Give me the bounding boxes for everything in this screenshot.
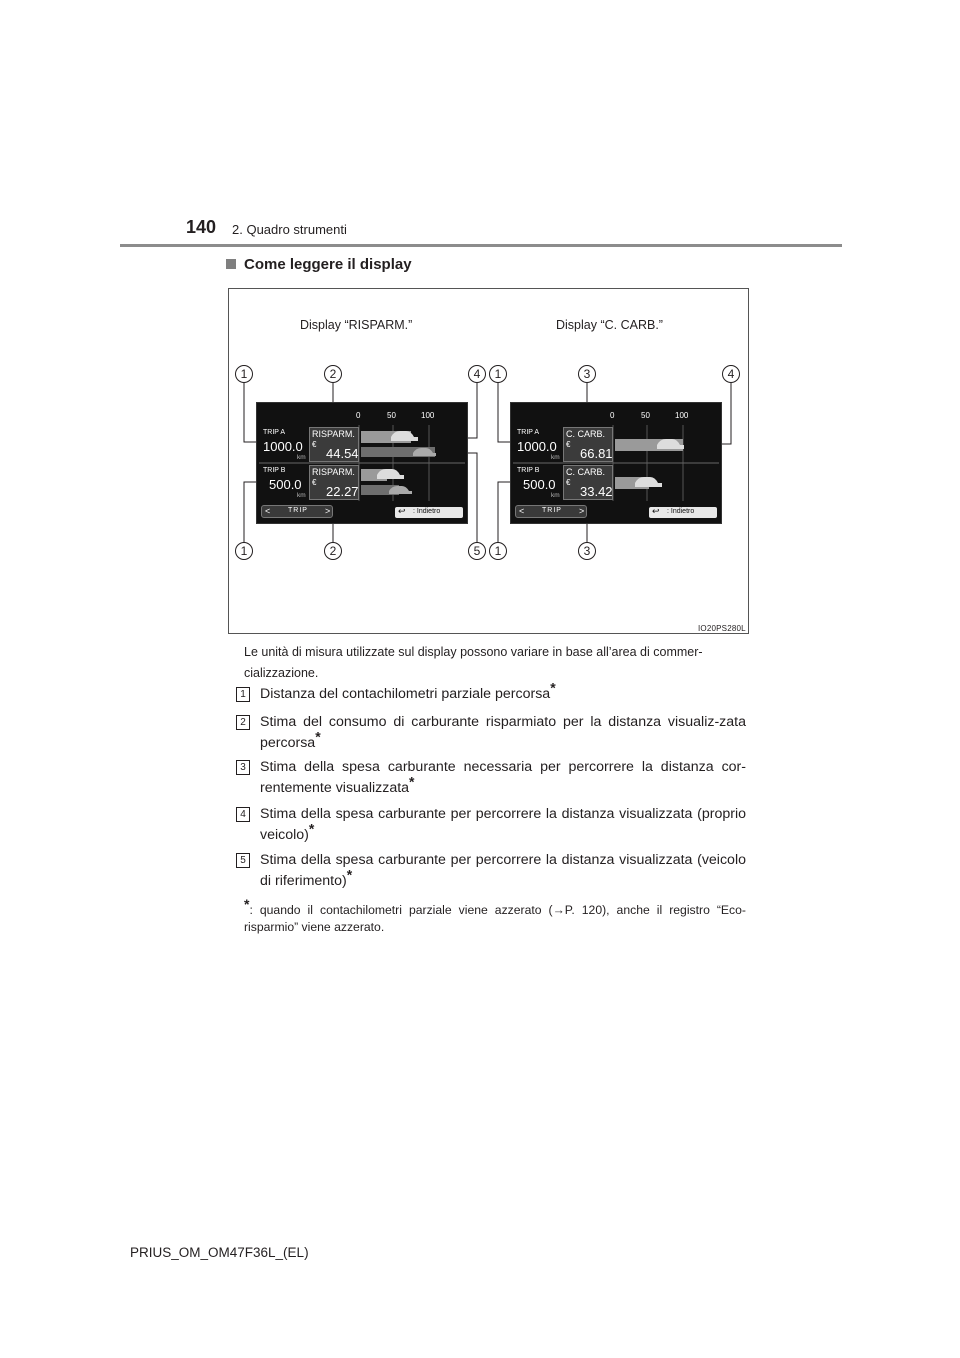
back-label: : Indietro — [667, 508, 695, 515]
chevron-right-icon: > — [325, 506, 331, 516]
item-text: Stima della spesa carburante necessaria per percorrere la distanza cor-rentemente visualizzata — [260, 759, 746, 796]
tile-name: C. CARB. — [566, 467, 606, 477]
fuel-tile-trip-a — [563, 427, 613, 462]
trip-a-odometer: 1000.0 — [517, 439, 557, 454]
return-arrow-icon: ↩ — [398, 506, 406, 516]
caption-c-carb: Display “C. CARB.” — [556, 318, 663, 332]
item-number-badge: 1 — [236, 687, 250, 702]
asterisk-mark: * — [315, 728, 321, 745]
display-screen-c-carb — [510, 402, 722, 524]
callout-1: 1 — [235, 542, 253, 560]
list-item — [236, 679, 746, 705]
back-button[interactable] — [649, 507, 717, 518]
item-text: Stima della spesa carburante per percorrere la distanza visualizzata (proprio veicolo) — [260, 806, 746, 843]
scale-label: 100 — [421, 411, 435, 420]
trip-nav-label: TRIP — [542, 507, 562, 514]
item-number-badge: 3 — [236, 760, 250, 775]
item-number-badge: 4 — [236, 807, 250, 822]
footnote-text: : quando il contachilometri parziale viene azzerato (→P. 120), anche il registro “Eco-risparmio” viene azzerato. — [244, 903, 746, 934]
item-text: Stima del consumo di carburante risparmiato per la distanza visualiz-zata percorsa — [260, 714, 746, 751]
chevron-right-icon: > — [579, 506, 585, 516]
trip-a-label: TRIP A — [517, 429, 540, 436]
currency-symbol: € — [566, 478, 571, 487]
item-text: Stima della spesa carburante per percorrere la distanza visualizzata (veicolo di riferimento) — [260, 852, 746, 889]
page-number: 140 — [186, 217, 217, 237]
list-item — [236, 757, 746, 799]
caption-risparm: Display “RISPARM.” — [300, 318, 413, 332]
callout-1: 1 — [489, 542, 507, 560]
fuel-tile-trip-b — [563, 465, 613, 500]
scale-label: 100 — [675, 411, 689, 420]
scale-label: 50 — [387, 411, 396, 420]
trip-nav-button[interactable] — [515, 505, 587, 518]
tile-name: RISPARM. — [312, 467, 355, 477]
trip-b-unit: km — [297, 492, 306, 499]
callout-2: 2 — [324, 365, 342, 383]
tile-value: 22.27 — [326, 484, 359, 499]
trip-a-unit: km — [297, 454, 306, 461]
section-title-text: Come leggere il display — [244, 256, 412, 273]
trip-b-odometer: 500.0 — [269, 477, 302, 492]
trip-b-label: TRIP B — [517, 467, 540, 474]
back-button[interactable] — [395, 507, 463, 518]
currency-symbol: € — [312, 440, 317, 449]
trip-b-unit: km — [551, 492, 560, 499]
callout-4: 4 — [722, 365, 740, 383]
callout-1: 1 — [235, 365, 253, 383]
scale-label: 0 — [610, 411, 615, 420]
tile-value: 33.42 — [580, 484, 613, 499]
display-screen-risparm — [256, 402, 468, 524]
document-code: PRIUS_OM_OM47F36L_(EL) — [130, 1245, 309, 1260]
list-item — [236, 712, 746, 754]
callout-4: 4 — [468, 365, 486, 383]
section-title — [226, 256, 412, 273]
asterisk-mark: * — [346, 866, 353, 883]
callout-3: 3 — [578, 365, 596, 383]
trip-a-odometer: 1000.0 — [263, 439, 303, 454]
list-item — [236, 804, 746, 846]
eco-tile-trip-a — [309, 427, 359, 462]
scale-label: 0 — [356, 411, 361, 420]
asterisk-mark: * — [409, 773, 415, 790]
back-label: : Indietro — [413, 508, 441, 515]
footnote-mark: * — [244, 895, 250, 912]
asterisk-mark: * — [308, 820, 315, 837]
trip-b-odometer: 500.0 — [523, 477, 556, 492]
item-number-badge: 2 — [236, 715, 250, 730]
list-item — [236, 850, 746, 892]
trip-a-unit: km — [551, 454, 560, 461]
callout-2: 2 — [324, 542, 342, 560]
footnote — [244, 895, 746, 936]
currency-symbol: € — [312, 478, 317, 487]
trip-nav-button[interactable] — [261, 505, 333, 518]
trip-b-label: TRIP B — [263, 467, 286, 474]
tile-name: RISPARM. — [312, 429, 355, 439]
trip-nav-label: TRIP — [288, 507, 308, 514]
chevron-left-icon: < — [519, 506, 525, 516]
figure-id: IO20PS280L — [698, 624, 746, 633]
chevron-left-icon: < — [265, 506, 271, 516]
callout-1: 1 — [489, 365, 507, 383]
chapter-title: 2. Quadro strumenti — [232, 222, 347, 237]
item-number-badge: 5 — [236, 853, 250, 868]
item-text: Distanza del contachilometri parziale percorsa — [260, 686, 551, 702]
eco-tile-trip-b — [309, 465, 359, 500]
square-bullet-icon — [226, 259, 236, 269]
callout-5: 5 — [468, 542, 486, 560]
trip-a-label: TRIP A — [263, 429, 286, 436]
header-rule — [120, 244, 842, 247]
tile-value: 66.81 — [580, 446, 613, 461]
return-arrow-icon: ↩ — [652, 506, 660, 516]
units-note: Le unità di misura utilizzate sul display possono variare in base all’area di commer-cializzazione. — [244, 645, 703, 680]
currency-symbol: € — [566, 440, 571, 449]
tile-value: 44.54 — [326, 446, 359, 461]
tile-name: C. CARB. — [566, 429, 606, 439]
asterisk-mark: * — [550, 679, 556, 696]
scale-label: 50 — [641, 411, 650, 420]
callout-3: 3 — [578, 542, 596, 560]
